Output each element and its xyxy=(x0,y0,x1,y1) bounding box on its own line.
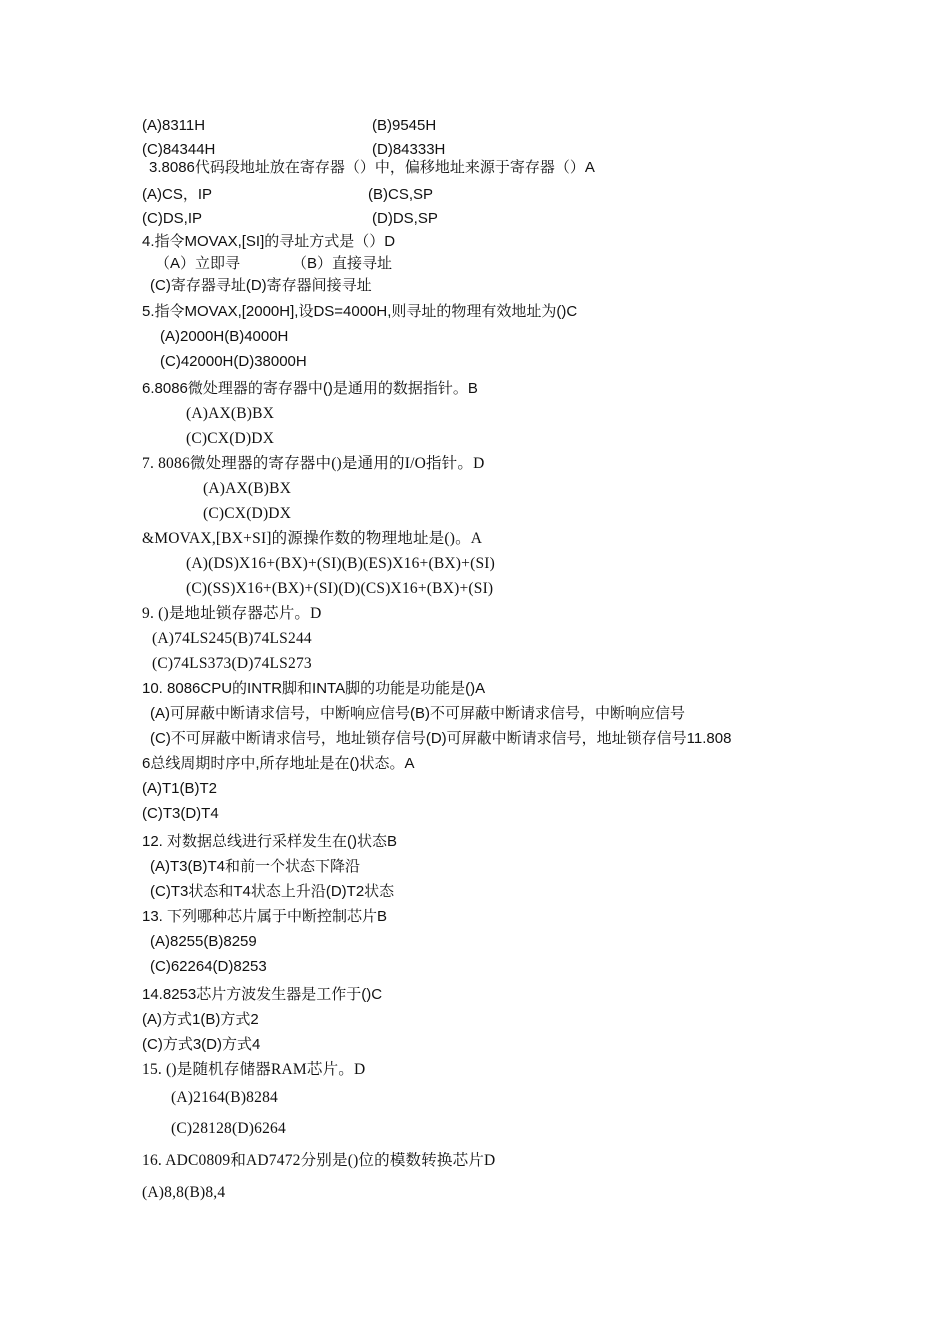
q15-options-ab: (A)2164(B)8284 xyxy=(171,1089,278,1106)
q9-options-cd: (C)74LS373(D)74LS273 xyxy=(152,655,312,672)
q4-option-b: （B）直接寻址 xyxy=(292,255,393,272)
q7-question: 7. 8086微处理器的寄存器中()是通用的I/O指针。D xyxy=(142,455,485,472)
q7-options-ab: (A)AX(B)BX xyxy=(203,480,292,497)
q2-option-d: (D)84333H xyxy=(372,141,446,158)
q11-options-cd: (C)T3(D)T4 xyxy=(142,805,219,822)
q4-option-a: （A）立即寻 xyxy=(155,255,241,272)
q15-question: 15. ()是随机存储器RAM芯片。D xyxy=(142,1061,366,1078)
q5-options-cd: (C)42000H(D)38000H xyxy=(160,353,307,370)
q12-options-cd: (C)T3状态和T4状态上升沿(D)T2状态 xyxy=(150,883,395,900)
q15-options-cd: (C)28128(D)6264 xyxy=(171,1120,286,1137)
q6-options-cd: (C)CX(D)DX xyxy=(186,430,275,447)
q2-option-a: (A)8311H xyxy=(142,117,206,134)
q8-question: &MOVAX,[BX+SI]的源操作数的物理地址是()。A xyxy=(142,530,483,547)
q8-options-cd: (C)(SS)X16+(BX)+(SI)(D)(CS)X16+(BX)+(SI) xyxy=(186,580,494,597)
q10-options-cd-q11-start: (C)不可屏蔽中断请求信号，地址锁存信号(D)可屏蔽中断请求信号，地址锁存信号11.808 xyxy=(150,730,732,747)
q3-option-a: (A)CS，IP xyxy=(142,186,213,203)
q13-options-ab: (A)8255(B)8259 xyxy=(150,933,257,950)
q9-options-ab: (A)74LS245(B)74LS244 xyxy=(152,630,312,647)
q11-question: 6总线周期时序中,所存地址是在()状态。A xyxy=(142,755,415,772)
q3-option-b: (B)CS,SP xyxy=(368,186,434,203)
q14-options-cd: (C)方式3(D)方式4 xyxy=(142,1036,261,1053)
q4-options-cd: (C)寄存器寻址(D)寄存器间接寻址 xyxy=(150,277,372,294)
q12-question: 12. 对数据总线进行采样发生在()状态B xyxy=(142,833,398,850)
q14-question: 14.8253芯片方波发生器是工作于()C xyxy=(142,986,383,1003)
q8-options-ab: (A)(DS)X16+(BX)+(SI)(B)(ES)X16+(BX)+(SI) xyxy=(186,555,496,572)
q16-question: 16. ADC0809和AD7472分别是()位的模数转换芯片D xyxy=(142,1152,496,1169)
q3-question: 3.8086代码段地址放在寄存器（）中，偏移地址来源于寄存器（）A xyxy=(149,159,595,176)
q11-options-ab: (A)T1(B)T2 xyxy=(142,780,217,797)
q6-question: 6.8086微处理器的寄存器中()是通用的数据指针。B xyxy=(142,380,478,397)
q9-question: 9. ()是地址锁存器芯片。D xyxy=(142,605,322,622)
q5-options-ab: (A)2000H(B)4000H xyxy=(160,328,289,345)
q10-options-ab: (A)可屏蔽中断请求信号，中断响应信号(B)不可屏蔽中断请求信号，中断响应信号 xyxy=(150,705,685,722)
q2-option-b: (B)9545H xyxy=(372,117,437,134)
q16-options-ab: (A)8,8(B)8,4 xyxy=(142,1184,226,1201)
q12-options-ab: (A)T3(B)T4和前一个状态下降沿 xyxy=(150,858,361,875)
q3-option-d: (D)DS,SP xyxy=(372,210,438,227)
q6-options-ab: (A)AX(B)BX xyxy=(186,405,275,422)
q10-question: 10. 8086CPU的INTR脚和INTA脚的功能是功能是()A xyxy=(142,680,486,697)
q4-question: 4.指令MOVAX,[SI]的寻址方式是（）D xyxy=(142,233,396,250)
q2-option-c: (C)84344H xyxy=(142,141,216,158)
q13-question: 13. 下列哪种芯片属于中断控制芯片B xyxy=(142,908,388,925)
q13-options-cd: (C)62264(D)8253 xyxy=(150,958,267,975)
q7-options-cd: (C)CX(D)DX xyxy=(203,505,292,522)
q3-option-c: (C)DS,IP xyxy=(142,210,202,227)
q14-options-ab: (A)方式1(B)方式2 xyxy=(142,1011,259,1028)
q5-question: 5.指令MOVAX,[2000H],设DS=4000H,则寻址的物理有效地址为()C xyxy=(142,303,578,320)
